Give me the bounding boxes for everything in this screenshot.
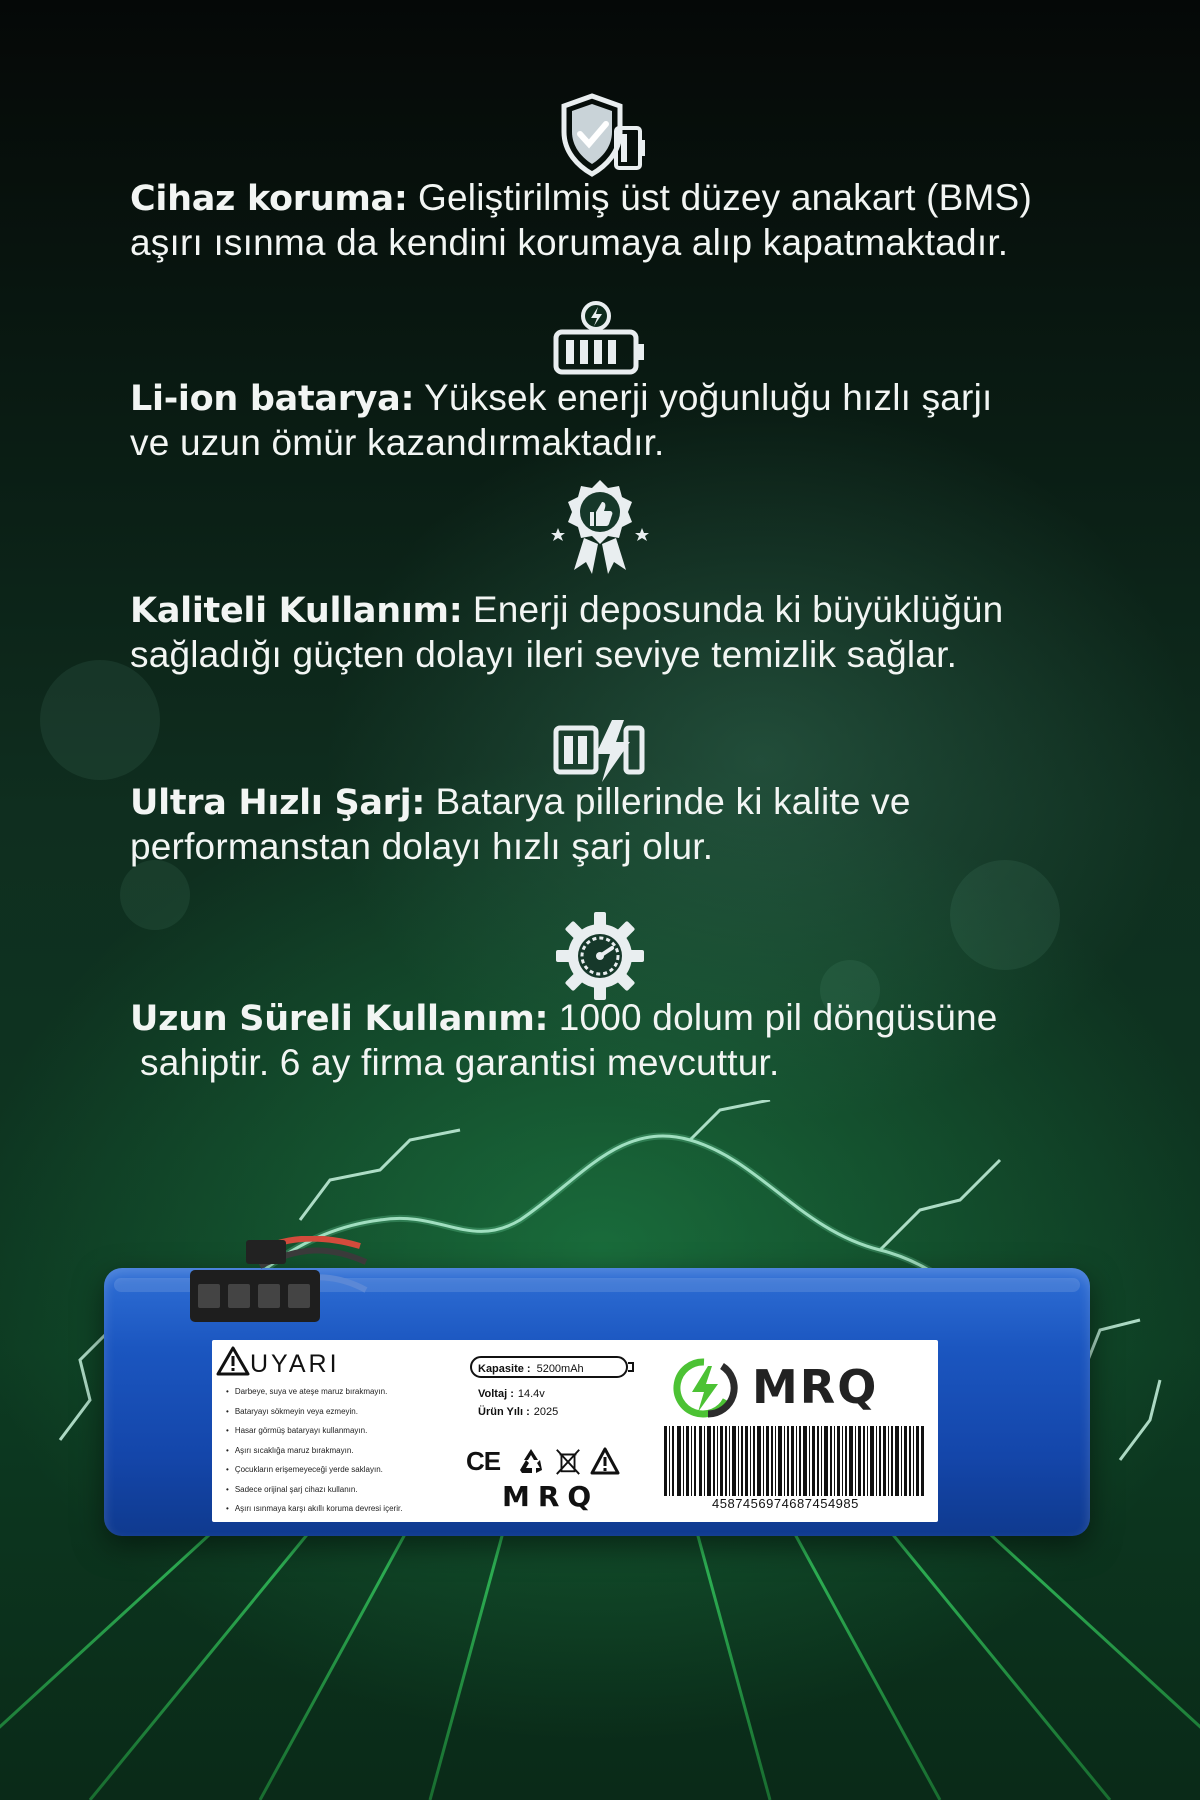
- feature-line-1: Yüksek enerji yoğunluğu hızlı şarjı: [424, 377, 993, 418]
- warning-item: • Darbeye, suya ve ateşe maruz bırakmayın.: [226, 1382, 476, 1402]
- feature-line-2: sahiptir. 6 ay firma garantisi mevcuttur.: [140, 1042, 780, 1083]
- feature-line-1: 1000 dolum pil döngüsüne: [558, 997, 998, 1038]
- certification-marks: [466, 1444, 636, 1478]
- feature-title: Ultra Hızlı Şarj:: [130, 783, 426, 823]
- ce-mark: CE: [466, 1446, 501, 1476]
- year-label: Ürün Yılı :: [478, 1406, 530, 1418]
- voltage-value: 14.4v: [517, 1388, 545, 1400]
- bokeh-light: [120, 860, 190, 930]
- warning-item: • Aşırı ısınmaya karşı akıllı koruma devresi içerir.: [226, 1499, 476, 1519]
- capacity-label: Kapasite :: [478, 1363, 531, 1375]
- warning-list: [226, 1382, 476, 1519]
- caution-triangle-icon: [590, 1446, 620, 1476]
- warning-item: • Çocukların erişemeyeceği yerde saklayın.: [226, 1460, 476, 1480]
- feature-title: Uzun Süreli Kullanım:: [130, 999, 549, 1039]
- feature-line-2: sağladığı güçten dolayı ileri seviye temizlik sağlar.: [130, 634, 958, 675]
- voltage-row: [478, 1388, 545, 1400]
- voltage-label: Voltaj :: [478, 1388, 514, 1400]
- shield-battery-icon: [550, 88, 650, 188]
- warning-item: • Sadece orijinal şarj cihazı kullanın.: [226, 1480, 476, 1500]
- mrq-logo-text: MRQ: [752, 1360, 879, 1414]
- feature-title: Cihaz koruma:: [130, 179, 408, 219]
- warning-item: • Hasar görmüş bataryayı kullanmayın.: [226, 1421, 476, 1441]
- battery-label: [212, 1340, 938, 1522]
- feature-line-1: Geliştirilmiş üst düzey anakart (BMS): [418, 177, 1032, 218]
- recycle-icon: [516, 1446, 546, 1476]
- year-row: [478, 1406, 558, 1418]
- weee-bin-icon: [554, 1446, 582, 1476]
- feature-line-2: ve uzun ömür kazandırmaktadır.: [130, 422, 665, 463]
- capacity-battery-tip: [628, 1362, 634, 1372]
- quality-badge-icon: [550, 476, 650, 576]
- battery-connector: [190, 1236, 370, 1328]
- feature-line-1: Batarya pillerinde ki kalite ve: [435, 781, 911, 822]
- year-value: 2025: [533, 1406, 559, 1418]
- warning-item: • Aşırı sıcaklığa maruz bırakmayın.: [226, 1441, 476, 1461]
- bokeh-light: [950, 860, 1060, 970]
- capacity-value: 5200mAh: [536, 1363, 584, 1375]
- barcode-number: 4587456974687454985: [712, 1496, 859, 1511]
- capacity-badge: [470, 1356, 628, 1378]
- warning-title: UYARI: [250, 1350, 340, 1378]
- label-brand-text: MRQ: [502, 1480, 600, 1513]
- feature-title: Li-ion batarya:: [130, 379, 415, 419]
- bokeh-light: [40, 660, 160, 780]
- feature-line-2: aşırı ısınma da kendini korumaya alıp kapatmaktadır.: [130, 222, 1009, 263]
- barcode: [664, 1426, 924, 1496]
- warning-triangle-icon: [216, 1346, 250, 1376]
- gear-gauge-icon: [550, 906, 650, 1006]
- feature-line-2: performanstan dolayı hızlı şarj olur.: [130, 826, 714, 867]
- feature-title: Kaliteli Kullanım:: [130, 591, 463, 631]
- warning-item: • Bataryayı sökmeyin veya ezmeyin.: [226, 1402, 476, 1422]
- feature-line-1: Enerji deposunda ki büyüklüğün: [472, 589, 1004, 630]
